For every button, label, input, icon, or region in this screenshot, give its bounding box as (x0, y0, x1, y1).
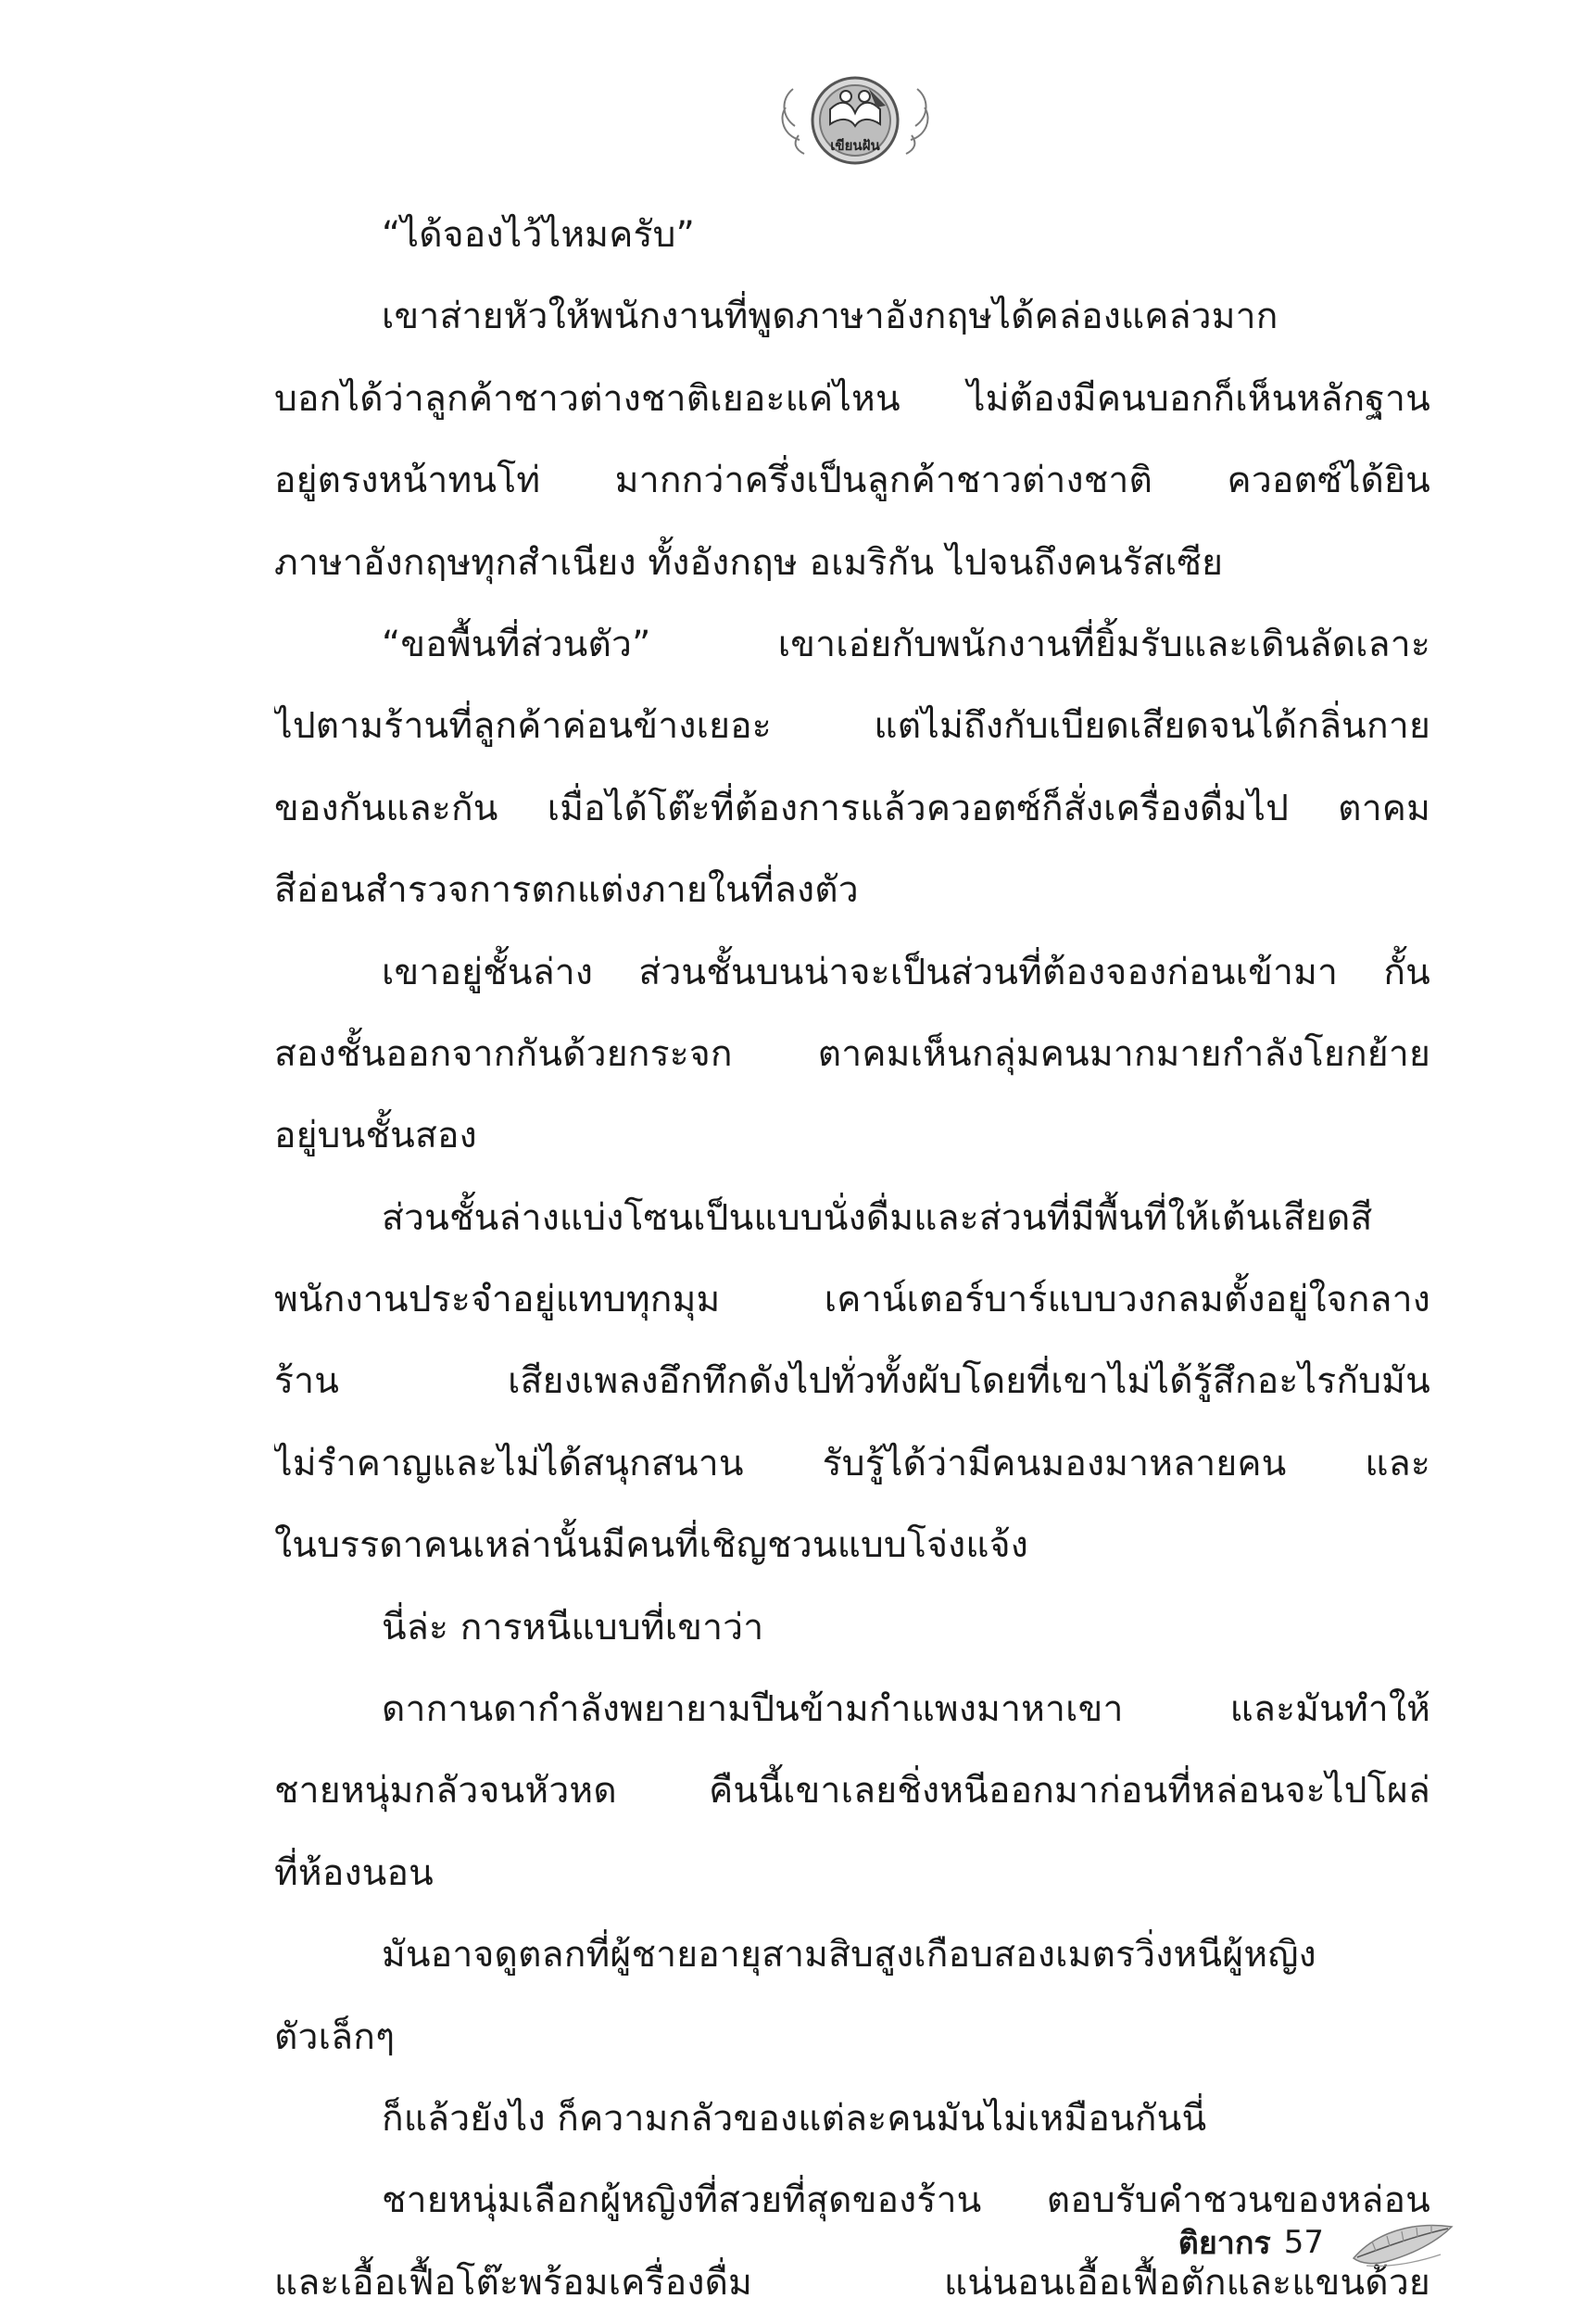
page-number: 57 (1283, 2224, 1324, 2261)
text-line: ดากานดากำลังพยายามปีนข้ามกำแพงมาหาเขา และมันทำให้ (382, 1688, 1430, 1731)
text-line: อยู่ตรงหน้าทนโท่ มากกว่าครึ่งเป็นลูกค้าชาวต่างชาติ ควอตซ์ได้ยิน (274, 460, 1430, 502)
text-line: อยู่บนชั้นสอง (274, 1115, 477, 1157)
text-line: “ขอพื้นที่ส่วนตัว” เขาเอ่ยกับพนักงานที่ยิ้มรับและเดินลัดเลาะ (382, 623, 1430, 665)
text-line: บอกได้ว่าลูกค้าชาวต่างชาติเยอะแค่ไหน ไม่ต้องมีคนบอกก็เห็นหลักฐาน (274, 377, 1430, 420)
text-line: และเอื้อเฟื้อโต๊ะพร้อมเครื่องดื่ม แน่นอนเอื้อเฟื้อตักและแขนด้วย (274, 2261, 1430, 2304)
text-line: ของกันและกัน เมื่อได้โต๊ะที่ต้องการแล้วควอตซ์ก็สั่งเครื่องดื่มไป ตาคม (274, 787, 1430, 829)
text-line: ชายหนุ่มเลือกผู้หญิงที่สวยที่สุดของร้าน ตอบรับคำชวนของหล่อน (382, 2179, 1430, 2222)
text-line: เขาส่ายหัวให้พนักงานที่พูดภาษาอังกฤษได้คล่องแคล่วมาก (382, 296, 1278, 338)
text-line: ก็แล้วยังไง ก็ความกลัวของแต่ละคนมันไม่เหมือนกันนี่ (382, 2097, 1207, 2140)
feather-ornament-icon (1348, 2214, 1457, 2271)
text-line: เขาอยู่ชั้นล่าง ส่วนชั้นบนน่าจะเป็นส่วนที่ต้องจองก่อนเข้ามา กั้น (382, 951, 1430, 993)
text-line: มันอาจดูตลกที่ผู้ชายอายุสามสิบสูงเกือบสองเมตรวิ่งหนีผู้หญิง (382, 1934, 1316, 1977)
book-quill-emblem-icon (776, 61, 934, 183)
running-title: ติยากร (1178, 2225, 1271, 2262)
text-line: ชายหนุ่มกลัวจนหัวหด คืนนี้เขาเลยชิ่งหนีออกมาก่อนที่หล่อนจะไปโผล่ (274, 1770, 1430, 1812)
text-line: ร้าน เสียงเพลงอึกทึกดังไปทั่วทั้งผับโดยที่เขาไม่ได้รู้สึกอะไรกับมัน (274, 1360, 1430, 1403)
text-line: ไม่รำคาญและไม่ได้สนุกสนาน รับรู้ได้ว่ามีคนมองมาหลายคน และ (274, 1442, 1430, 1484)
text-line: “ได้จองไว้ไหมครับ” (382, 214, 696, 256)
text-line: สองชั้นออกจากกันด้วยกระจก ตาคมเห็นกลุ่มคนมากมายกำลังโยกย้าย (274, 1032, 1430, 1075)
text-line: ในบรรดาคนเหล่านั้นมีคนที่เชิญชวนแบบโจ่งแจ้ง (274, 1524, 1029, 1567)
body-text (274, 195, 1430, 2324)
text-line: สีอ่อนสำรวจการตกแต่งภายในที่ลงตัว (274, 869, 859, 912)
text-line: ไปตามร้านที่ลูกค้าค่อนข้างเยอะ แต่ไม่ถึงกับเบียดเสียดจนได้กลิ่นกาย (274, 705, 1430, 748)
text-line: ตัวเล็กๆ (274, 2015, 396, 2058)
emblem-text: เขียนฝัน (830, 137, 880, 154)
page-footer (1178, 2210, 1457, 2275)
text-line: ที่ห้องนอน (274, 1851, 435, 1894)
text-line: ส่วนชั้นล่างแบ่งโซนเป็นแบบนั่งดื่มและส่วนที่มีพื้นที่ให้เต้นเสียดสี (382, 1196, 1373, 1239)
text-line: ภาษาอังกฤษทุกสำเนียง ทั้งอังกฤษ อเมริกัน ไปจนถึงคนรัสเซีย (274, 541, 1224, 584)
text-line: นี่ล่ะ การหนีแบบที่เขาว่า (382, 1606, 764, 1648)
text-line: พนักงานประจำอยู่แทบทุกมุม เคาน์เตอร์บาร์แบบวงกลมตั้งอยู่ใจกลาง (274, 1279, 1430, 1321)
